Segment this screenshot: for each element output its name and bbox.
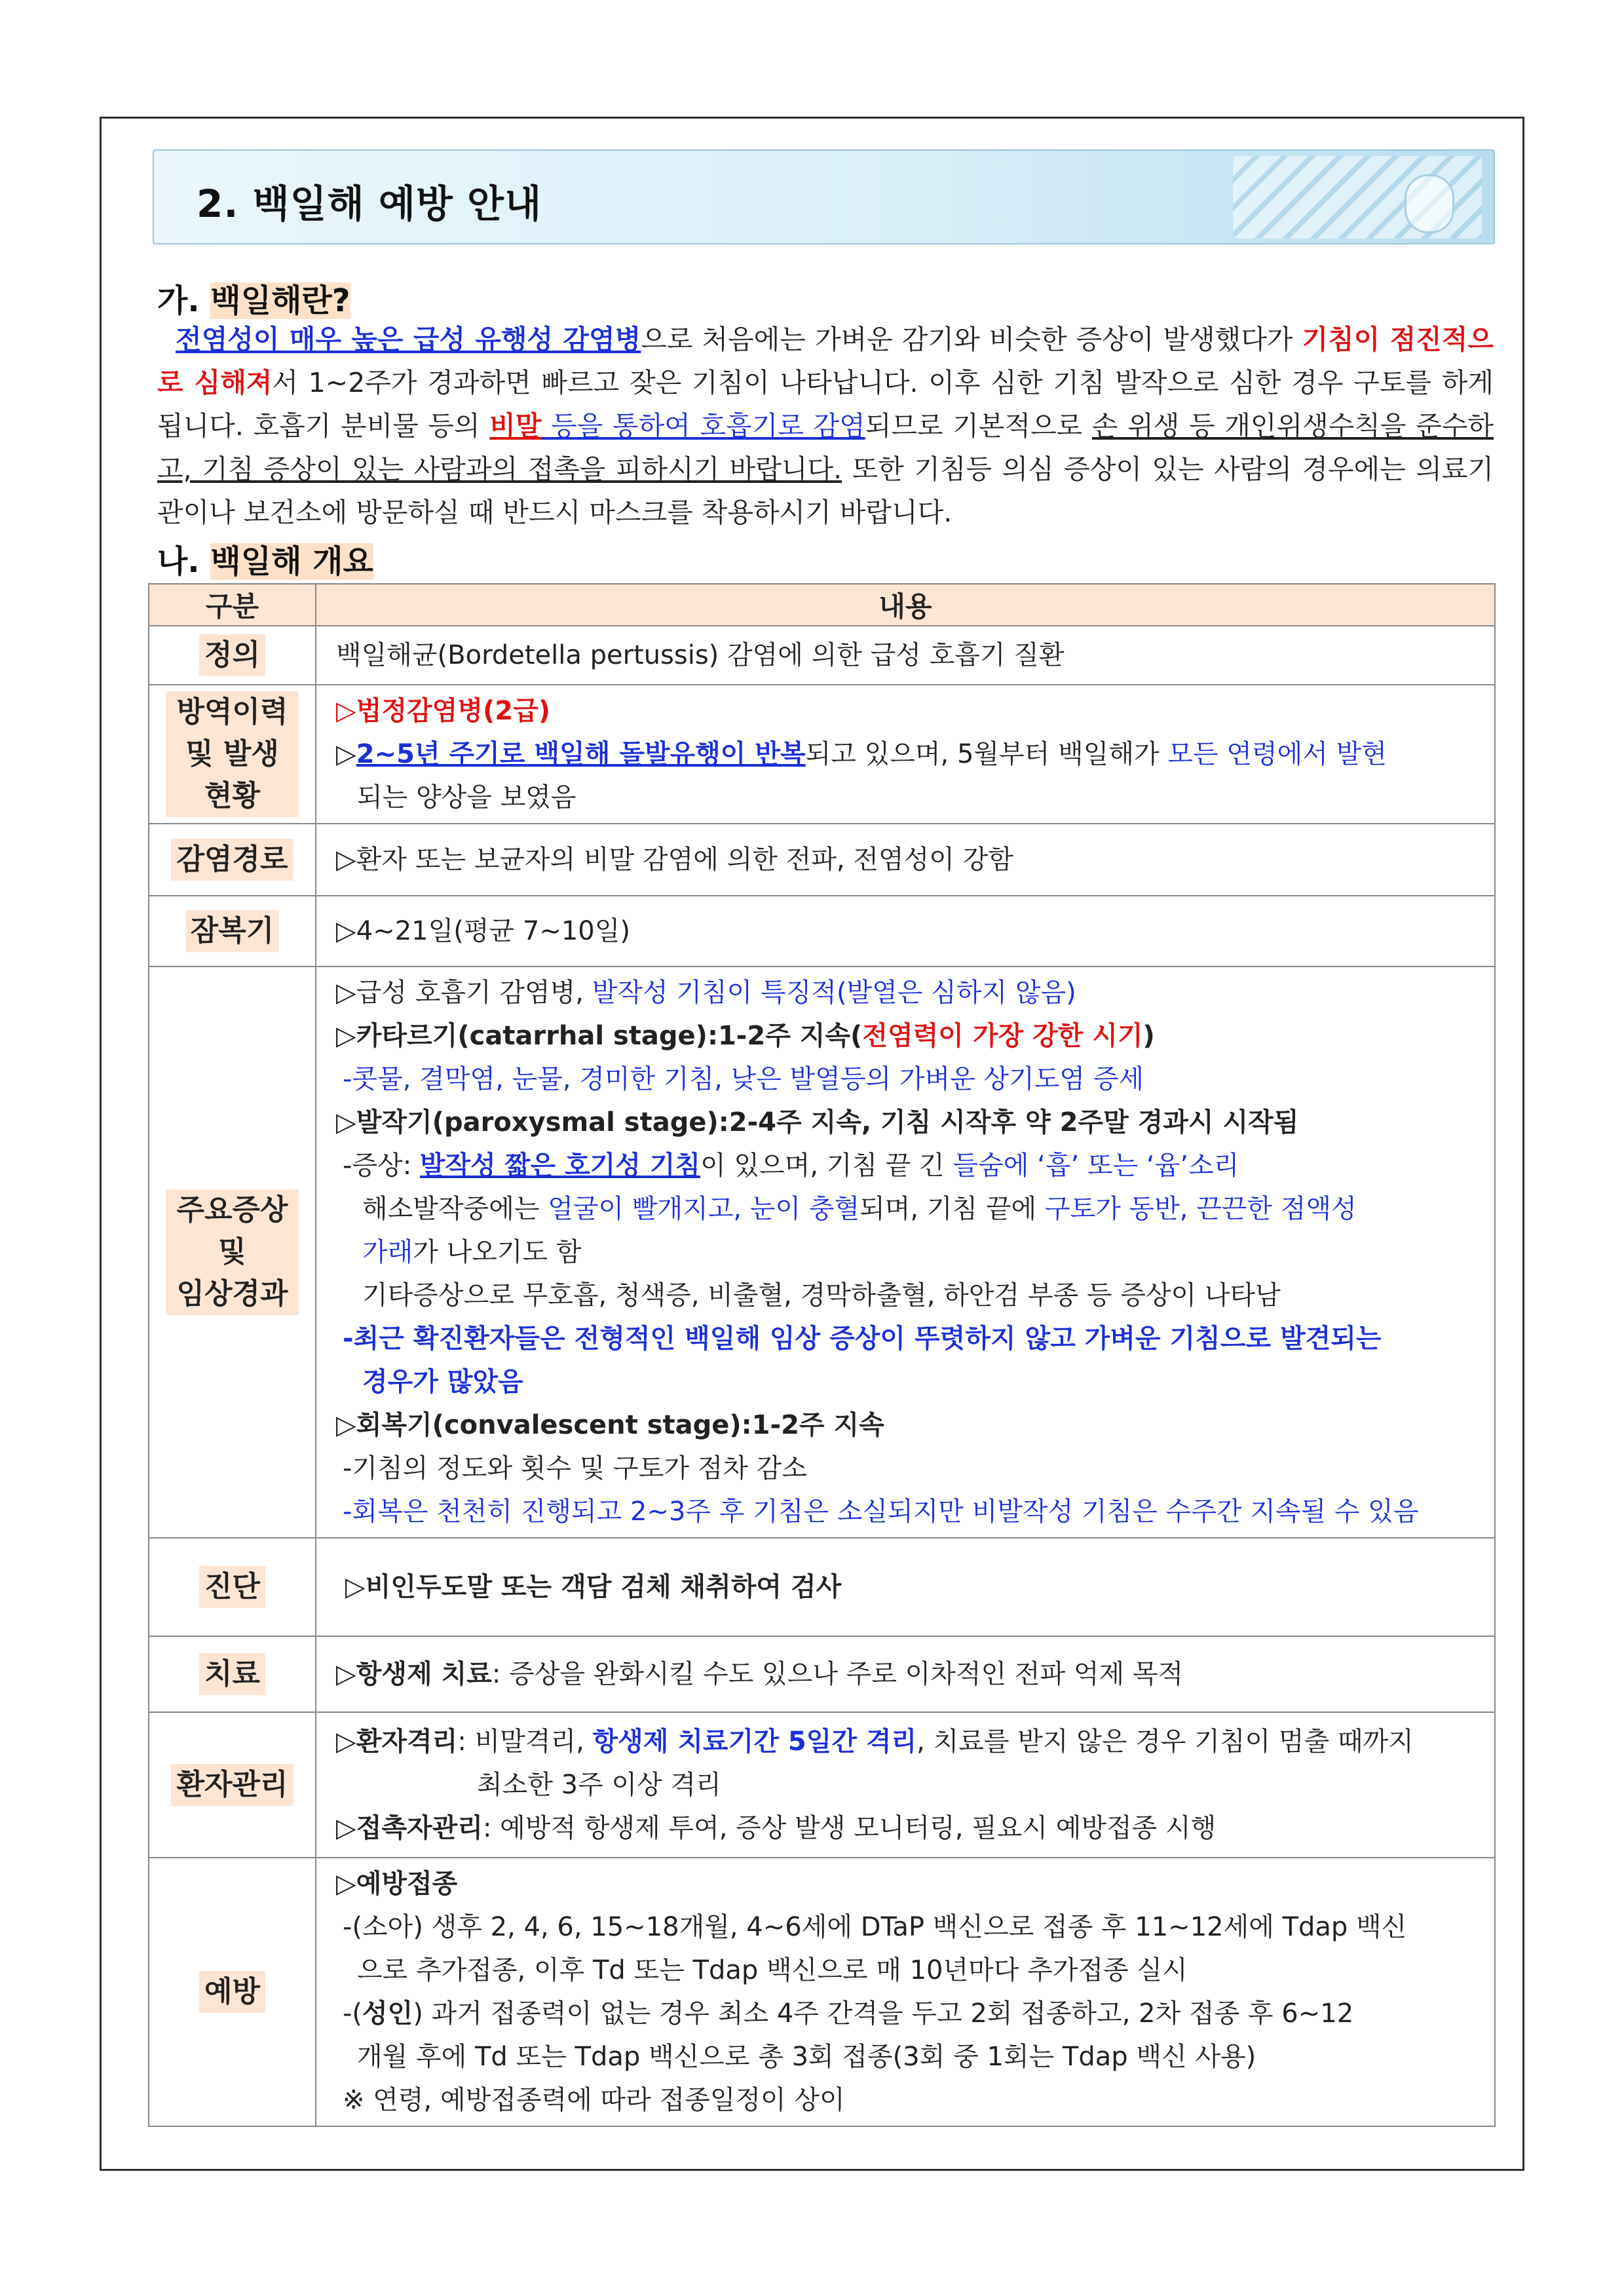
prevention-line: 개월 후에 Td 또는 Tdap 백신으로 총 3회 접종(3회 중 1회는 Tdap 백신 사용) (357, 2042, 1256, 2072)
patient-line: ▷환자격리: 비말격리, 항생제 치료기간 5일간 격리, 치료를 받지 않은 경우 기침이 멈출 때까지 (336, 1727, 1414, 1757)
row-content: ▷비인두도말 또는 객담 검체 채취하여 검사 (316, 1538, 1495, 1636)
row-label: 잠복기 (149, 896, 316, 966)
table-row-symptoms (149, 966, 1495, 1538)
history-line-1: ▷법정감염병(2급) (336, 696, 550, 726)
row-label: 정의 (149, 626, 316, 685)
page-title: 2. 백일해 예방 안내 (197, 182, 542, 226)
intro-text-2: 서 1~2주가 경과하면 빠르고 잦은 기침이 나타납니다. 이후 심한 기침 발작으로 심한 경우 구토를 하게 됩니다. 호흡기 분비물 등의 (157, 367, 1494, 442)
table-row-route (149, 824, 1495, 896)
table-row-history (149, 685, 1495, 824)
mouse-illustration-icon (1405, 174, 1454, 233)
row-content (316, 966, 1495, 1538)
patient-line: ▷접촉자관리: 예방적 항생제 투여, 증상 발생 모니터링, 필요시 예방접종 시행 (336, 1813, 1217, 1843)
prevention-line: 으로 추가접종, 이후 Td 또는 Tdap 백신으로 매 10년마다 추가접종 실시 (357, 1955, 1188, 1985)
table-row-definition (149, 626, 1495, 685)
row-label: 진단 (149, 1538, 316, 1636)
table-header-row (149, 584, 1495, 626)
intro-highlight-cough: 기침이 점진적으로 심해져 (157, 324, 1494, 398)
row-content: 백일해균(Bordetella pertussis) 감염에 의한 급성 호흡기 질환 (316, 626, 1495, 685)
row-label: 방역이력 및 발생 현황 (149, 685, 316, 824)
symptom-line: -콧물, 결막염, 눈물, 경미한 기침, 낮은 발열등의 가벼운 상기도염 증세 (343, 1064, 1144, 1094)
section-heading-text: 백일해 개요 (210, 543, 373, 580)
section-heading-text: 백일해란? (210, 282, 350, 319)
table-row-prevention (149, 1858, 1495, 2126)
symptom-line: 경우가 많았음 (362, 1367, 523, 1397)
table-row-treatment (149, 1636, 1495, 1712)
prevention-line: ▷예방접종 (336, 1869, 458, 1899)
intro-paragraph (157, 318, 1494, 534)
symptom-line: -증상: 발작성 짧은 호기성 기침이 있으며, 기침 끝 긴 들숨에 ‘흡’ 또는 ‘윱’소리 (343, 1151, 1239, 1181)
prevention-line: ※ 연령, 예방접종력에 따라 접종일정이 상이 (343, 2085, 845, 2115)
section-heading-what-is (157, 275, 350, 320)
row-content: ▷항생제 치료: 증상을 완화시킬 수도 있으나 주로 이차적인 전파 억제 목적 (316, 1636, 1495, 1712)
symptom-line: -최근 확진환자들은 전형적인 백일해 임상 증상이 뚜렷하지 않고 가벼운 기침으로 발견되는 (343, 1324, 1382, 1354)
row-content (316, 685, 1495, 824)
intro-highlight-contagious: 전염성이 매우 높은 급성 유행성 감염병 (176, 324, 641, 355)
row-content: ▷4~21일(평균 7~10일) (316, 896, 1495, 966)
prevention-line: -(성인) 과거 접종력이 없는 경우 최소 4주 간격을 두고 2회 접종하고, 2차 접종 후 6~12 (343, 1999, 1354, 2029)
overview-table (148, 583, 1496, 2127)
intro-highlight-route: 등을 통하여 호흡기로 감염 (541, 410, 865, 442)
row-content (316, 1712, 1495, 1858)
row-label: 감염경로 (149, 824, 316, 896)
title-banner (153, 149, 1495, 244)
table-row-diagnosis (149, 1538, 1495, 1636)
row-content (316, 1858, 1495, 2126)
symptom-line: ▷카타르기(catarrhal stage):1-2주 지속(전염력이 가장 강한 시기) (336, 1021, 1155, 1051)
header-category: 구분 (149, 584, 316, 626)
section-prefix: 나. (157, 543, 211, 580)
symptom-line: ▷급성 호흡기 감염병, 발작성 기침이 특징적(발열은 심하지 않음) (336, 978, 1076, 1008)
history-line-3: 되는 양상을 보였음 (357, 782, 576, 813)
symptom-line: 가래가 나오기도 함 (362, 1237, 582, 1267)
symptom-line: -회복은 천천히 진행되고 2~3주 후 기침은 소실되지만 비발작성 기침은 수주간 지속될 수 있음 (343, 1497, 1419, 1527)
intro-text-3: 되므로 기본적으로 (865, 410, 1092, 442)
row-label: 주요증상 및 임상경과 (149, 966, 316, 1538)
prevention-line: -(소아) 생후 2, 4, 6, 15~18개월, 4~6세에 DTaP 백신으로 접종 후 11~12세에 Tdap 백신 (343, 1912, 1407, 1942)
intro-hygiene-advice: 손 위생 등 개인위생수칙을 준수하고, 기침 증상이 있는 사람과의 접촉을 피하시기 바랍니다. (157, 410, 1494, 485)
history-line-2: ▷2~5년 주기로 백일해 돌발유행이 반복되고 있으며, 5월부터 백일해가 모든 연령에서 발현 (336, 739, 1387, 769)
row-label: 치료 (149, 1636, 316, 1712)
intro-text-1: 으로 처음에는 가벼운 감기와 비슷한 증상이 발생했다가 (641, 324, 1302, 355)
row-content: ▷환자 또는 보균자의 비말 감염에 의한 전파, 전염성이 강함 (316, 824, 1495, 896)
intro-highlight-droplet: 비말 (489, 410, 542, 442)
table-row-patient (149, 1712, 1495, 1858)
symptom-line: ▷회복기(convalescent stage):1-2주 지속 (336, 1410, 884, 1440)
patient-line: 최소한 3주 이상 격리 (477, 1770, 721, 1800)
symptom-line: 기타증상으로 무호흡, 청색증, 비출혈, 경막하출혈, 하안검 부종 등 증상이 나타남 (362, 1280, 1281, 1311)
symptom-line: ▷발작기(paroxysmal stage):2-4주 지속, 기침 시작후 약 2주말 경과시 시작됨 (336, 1107, 1299, 1138)
section-prefix: 가. (157, 282, 211, 319)
table-row-incubation (149, 896, 1495, 966)
intro-text-4: 또한 기침등 의심 증상이 있는 사람의 경우에는 의료기관이나 보건소에 방문하실 때 반드시 마스크를 착용하시기 바랍니다. (157, 453, 1494, 528)
section-heading-overview (157, 536, 373, 581)
row-label: 환자관리 (149, 1712, 316, 1858)
symptom-line: 해소발작중에는 얼굴이 빨개지고, 눈이 충혈되며, 기침 끝에 구토가 동반, 끈끈한 점액성 (362, 1194, 1357, 1224)
row-label: 예방 (149, 1858, 316, 2126)
symptom-line: -기침의 정도와 횟수 및 구토가 점차 감소 (343, 1453, 807, 1483)
header-content: 내용 (316, 584, 1495, 626)
